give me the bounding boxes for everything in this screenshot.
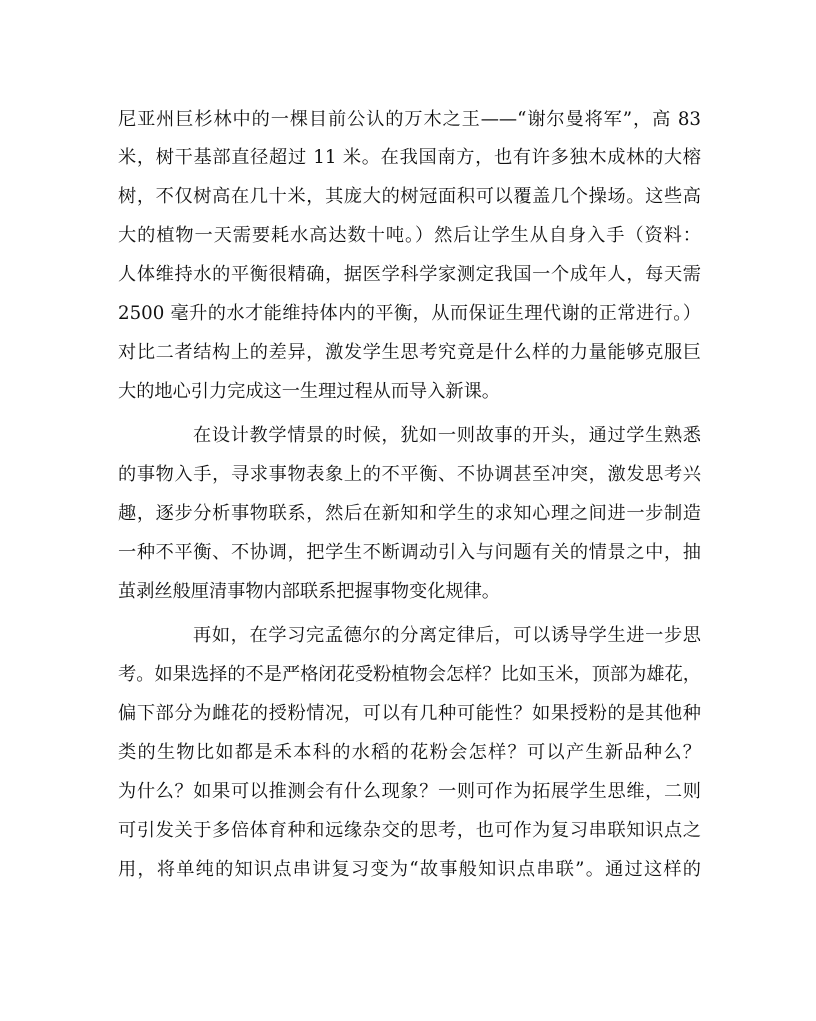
paragraph-3-line-7: 用，将单纯的知识点串讲复习变为“故事般知识点串联”。通过这样的 bbox=[118, 859, 701, 880]
paragraph-1-line-8: 大的地心引力完成这一生理过程从而导入新课。 bbox=[118, 381, 500, 402]
paragraph-1-line-5: 人体维持水的平衡很精确，据医学科学家测定我国一个成年人，每天需 bbox=[118, 264, 701, 285]
paragraph-1-line-7: 对比二者结构上的差异，激发学生思考究竟是什么样的力量能够克服巨 bbox=[118, 342, 701, 363]
paragraph-1-line-2: 米，树干基部直径超过 11 米。在我国南方，也有许多独木成林的大榕 bbox=[118, 147, 701, 168]
paragraph-2-line-3: 趣，逐步分析事物联系，然后在新知和学生的求知心理之间进一步制造 bbox=[118, 503, 701, 524]
paragraph-3-line-2: 考。如果选择的不是严格闭花受粉植物会怎样？比如玉米，顶部为雄花， bbox=[118, 664, 701, 685]
paragraph-1-line-1: 尼亚州巨杉林中的一棵目前公认的万木之王——“谢尔曼将军”，高 83 bbox=[118, 109, 701, 130]
paragraph-1-line-6: 2500 毫升的水才能维持体内的平衡，从而保证生理代谢的正常进行。） bbox=[118, 303, 701, 324]
paragraph-2-line-5: 茧剥丝般厘清事物内部联系把握事物变化规律。 bbox=[118, 581, 500, 602]
paragraph-3-line-3: 偏下部分为雌花的授粉情况，可以有几种可能性？如果授粉的是其他种 bbox=[118, 703, 701, 724]
paragraph-1-line-4: 大的植物一天需要耗水高达数十吨。）然后让学生从自身入手（资料： bbox=[118, 225, 701, 246]
paragraph-3-line-5: 为什么？如果可以推测会有什么现象？一则可作为拓展学生思维，二则 bbox=[118, 781, 701, 802]
paragraph-3-line-6: 可引发关于多倍体育种和远缘杂交的思考，也可作为复习串联知识点之 bbox=[118, 820, 701, 841]
paragraph-2-line-4: 一种不平衡、不协调，把学生不断调动引入与问题有关的情景之中，抽 bbox=[118, 542, 701, 563]
paragraph-3-line-1: 再如，在学习完孟德尔的分离定律后，可以诱导学生进一步思 bbox=[193, 625, 701, 646]
paragraph-2-line-2: 的事物入手，寻求事物表象上的不平衡、不协调甚至冲突，激发思考兴 bbox=[118, 464, 701, 485]
paragraph-1-line-3: 树，不仅树高在几十米，其庞大的树冠面积可以覆盖几个操场。这些高 bbox=[118, 186, 701, 207]
paragraph-2-line-1: 在设计教学情景的时候，犹如一则故事的开头，通过学生熟悉 bbox=[193, 425, 701, 446]
paragraph-3-line-4: 类的生物比如都是禾本科的水稻的花粉会怎样？可以产生新品种么？ bbox=[118, 742, 701, 763]
